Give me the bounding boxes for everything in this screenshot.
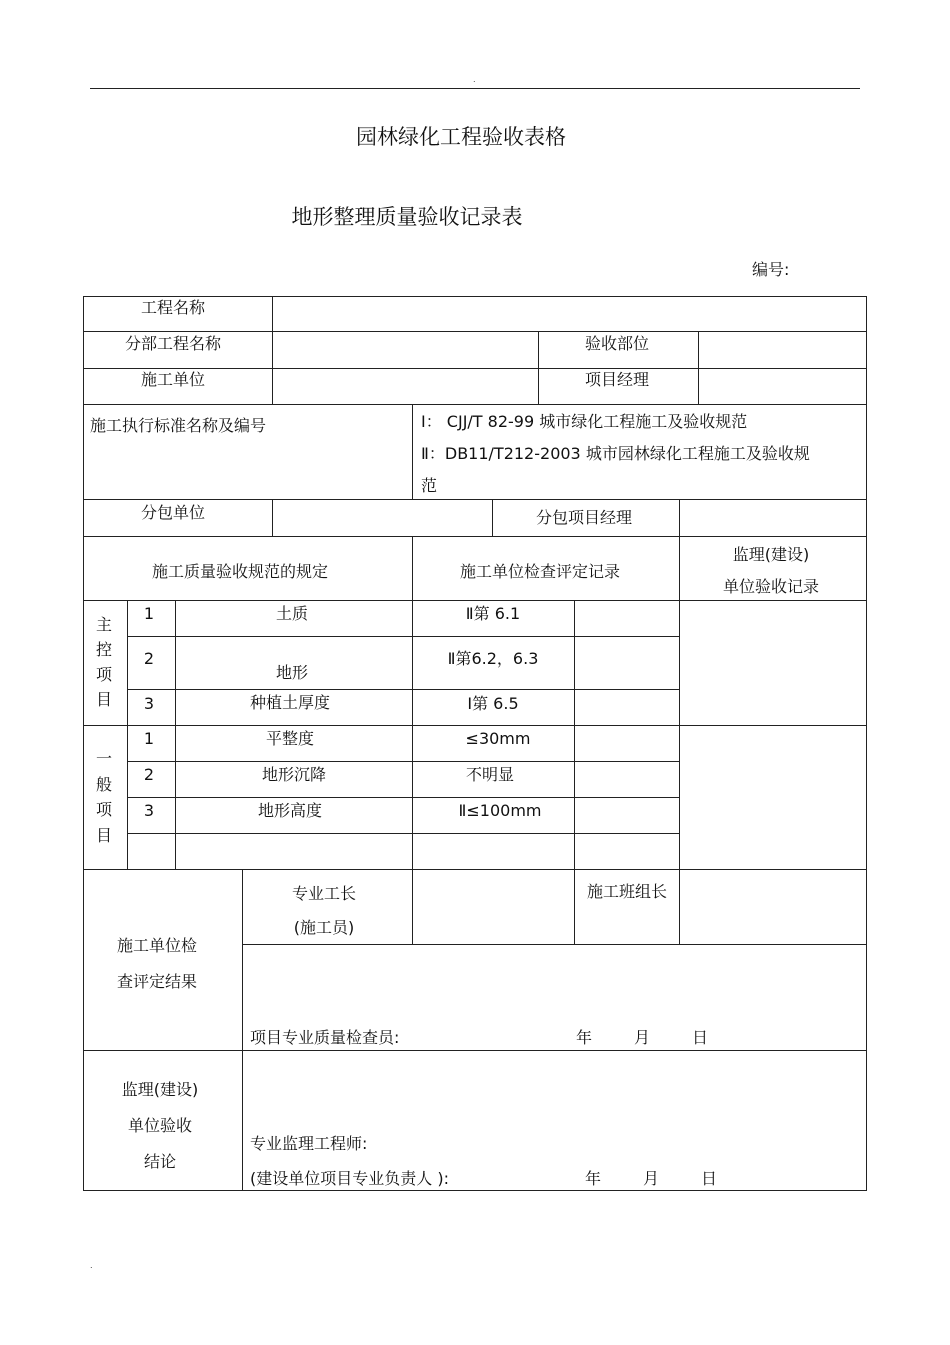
- subcontract-manager-label: 分包项目经理: [535, 508, 633, 527]
- supervision-engineer-label: 专业监理工程师:: [250, 1134, 368, 1153]
- foreman-label: 专业工长: [291, 884, 357, 903]
- standard-label: 施工执行标准名称及编号: [90, 416, 267, 435]
- acceptance-part-label: 验收部位: [584, 334, 650, 353]
- item-number: 1: [143, 729, 155, 748]
- standard-2: Ⅱ：DB11/T212-2003 城市园林绿化工程施工及验收规: [421, 444, 810, 463]
- conclusion-day-label: 日: [701, 1169, 718, 1188]
- owner-representative-label: (建设单位项目专业负责人 ):: [250, 1169, 449, 1188]
- footer-mark: .: [90, 1261, 93, 1270]
- standard-1: Ⅰ： CJJ/T 82-99 城市绿化工程施工及验收规范: [421, 412, 748, 431]
- check-month-label: 月: [634, 1028, 651, 1047]
- document-title: 园林绿化工程验收表格: [356, 125, 566, 149]
- team-leader-label: 施工班组长: [586, 882, 668, 901]
- spec-column-header: 施工质量验收规范的规定: [151, 562, 329, 581]
- supervision-conclusion-label-line3: 结论: [143, 1152, 177, 1171]
- supervision-conclusion-label-line2: 单位验收: [127, 1116, 193, 1135]
- item-spec: Ⅰ第 6.5: [467, 694, 519, 713]
- item-number: 2: [143, 649, 155, 668]
- item-spec: Ⅱ≤100mm: [458, 801, 542, 820]
- form-title: 地形整理质量验收记录表: [291, 205, 523, 229]
- item-name: 平整度: [265, 729, 315, 748]
- construction-unit-label: 施工单位: [140, 370, 206, 389]
- sub-project-name-label: 分部工程名称: [124, 334, 222, 353]
- foreman-label-line2: (施工员): [293, 918, 355, 937]
- item-spec: Ⅱ第6.2，6.3: [447, 649, 539, 668]
- item-spec: ≤30mm: [465, 729, 531, 748]
- item-number: 3: [143, 801, 155, 820]
- item-name: 地形沉降: [261, 765, 327, 784]
- subcontract-unit-label: 分包单位: [140, 503, 206, 522]
- item-name: 土质: [275, 604, 309, 623]
- item-name: 地形高度: [257, 801, 323, 820]
- check-result-label: 施工单位检: [116, 936, 198, 955]
- item-number: 1: [143, 604, 155, 623]
- item-number: 3: [143, 694, 155, 713]
- item-name: 种植土厚度: [249, 693, 331, 712]
- supervision-conclusion-label: 监理(建设): [121, 1080, 199, 1099]
- check-result-label-line2: 查评定结果: [116, 972, 198, 991]
- header-rule: [90, 88, 860, 89]
- supervision-column-header-line2: 单位验收记录: [722, 577, 820, 596]
- header-mark: .: [473, 75, 476, 84]
- conclusion-year-label: 年: [585, 1169, 602, 1188]
- check-day-label: 日: [692, 1028, 709, 1047]
- inspector-label: 项目专业质量检查员:: [250, 1028, 400, 1047]
- item-spec: Ⅱ第 6.1: [465, 604, 521, 623]
- item-name: 地形: [275, 663, 309, 682]
- conclusion-month-label: 月: [643, 1169, 660, 1188]
- check-year-label: 年: [576, 1028, 593, 1047]
- supervision-column-header: 监理(建设): [732, 545, 810, 564]
- project-manager-label: 项目经理: [584, 370, 650, 389]
- standard-2-continued: 范: [421, 476, 438, 495]
- item-spec: 不明显: [465, 765, 515, 784]
- item-number: 2: [143, 765, 155, 784]
- project-name-label: 工程名称: [140, 298, 206, 317]
- record-column-header: 施工单位检查评定记录: [459, 562, 621, 581]
- number-label: 编号:: [752, 260, 790, 279]
